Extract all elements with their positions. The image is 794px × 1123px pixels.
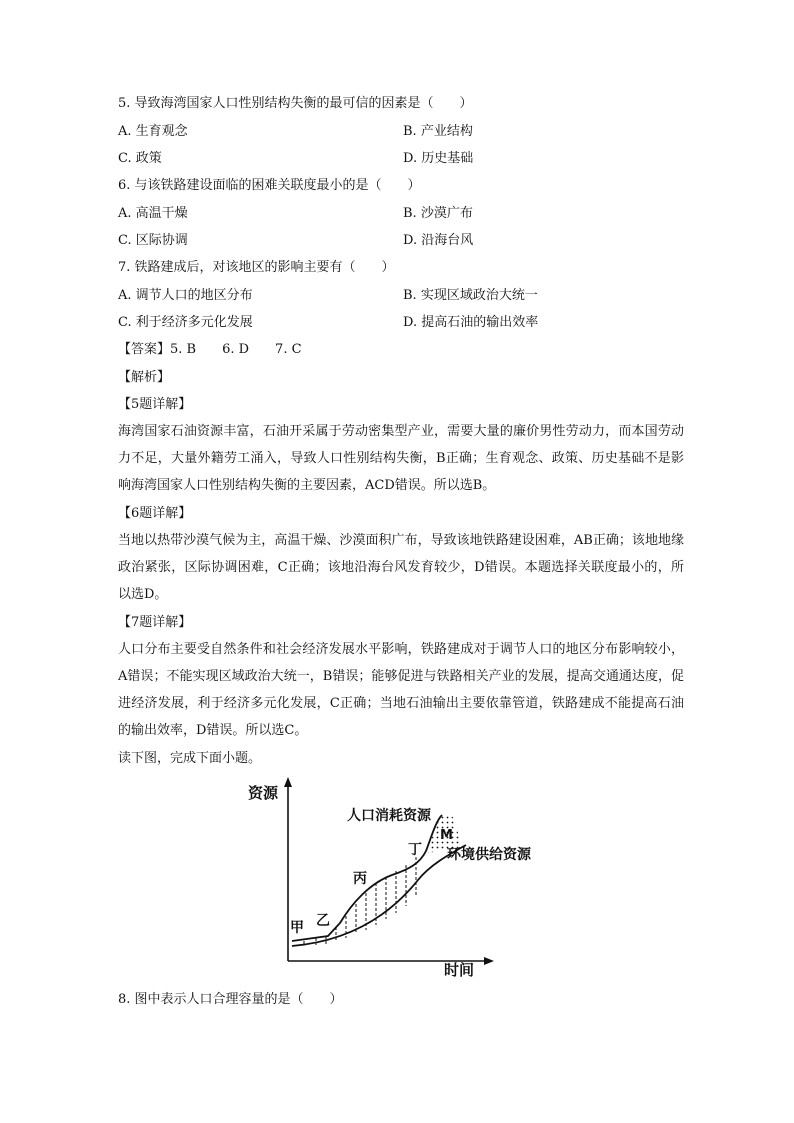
point-ding-label: 丁	[408, 842, 422, 858]
explain-5-text: 海湾国家石油资源丰富，石油开采属于劳动密集型产业，需要大量的廉价男性劳动力，而本国劳动力不足，大量外籍劳工涌入，导致人口性别结构失衡，B正确；生育观念、政策、历史基础不是影响海湾国家人口性别结构失衡的主要因素，ACD错误。所以选B。	[118, 424, 684, 493]
explain-5-heading: 【5题详解】	[118, 397, 192, 412]
point-bing-label: 丙	[353, 871, 367, 887]
supply-curve-label: 环境供给资源	[447, 847, 531, 863]
figure-intro: 读下图，完成下面小题。	[118, 751, 262, 766]
question-5-stem: 5. 导致海湾国家人口性别结构失衡的最可信的因素是（ ）	[118, 96, 473, 111]
question-6-stem: 6. 与该铁路建设面临的困难关联度最小的是（ ）	[118, 178, 421, 193]
q5-option-b: B. 产业结构	[403, 124, 473, 139]
q6-option-c: C. 区际协调	[118, 233, 188, 248]
resource-population-figure	[240, 775, 560, 980]
q7-option-a: A. 调节人口的地区分布	[118, 288, 253, 303]
q5-option-a: A. 生育观念	[118, 124, 188, 139]
consume-curve-label: 人口消耗资源	[347, 808, 431, 824]
q6-option-a: A. 高温干燥	[118, 206, 188, 221]
y-axis-label: 资源	[248, 784, 279, 802]
explain-7-heading: 【7题详解】	[118, 615, 192, 630]
explain-6-text: 当地以热带沙漠气候为主，高温干燥、沙漠面积广布，导致该地铁路建设困难，AB正确；该地地缘政治紧张，区际协调困难，C正确；该地沿海台风发育较少，D错误。本题选择关联度最小的，所以选D。	[118, 533, 684, 602]
q6-option-d: D. 沿海台风	[403, 233, 474, 248]
question-8-stem: 8. 图中表示人口合理容量的是（ ）	[118, 992, 343, 1007]
analysis-heading: 【解析】	[118, 370, 171, 385]
q5-option-c: C. 政策	[118, 151, 162, 166]
region-m-label: M	[440, 828, 453, 843]
answer-line: 【答案】5. B 6. D 7. C	[118, 342, 302, 357]
q7-option-b: B. 实现区域政治大统一	[403, 288, 538, 303]
supply-curve	[292, 845, 466, 946]
explain-7-text: 人口分布主要受自然条件和社会经济发展水平影响，铁路建成对于调节人口的地区分布影响较小，A错误；不能实现区域政治大统一，B错误；能够促进与铁路相关产业的发展，提高交通通达度，促进经济发展，利于经济多元化发展，C正确；当地石油输出主要依靠管道，铁路建成不能提高石油的输出效率，D错误。所以选C。	[118, 642, 684, 738]
explain-6-heading: 【6题详解】	[118, 506, 192, 521]
q6-option-b: B. 沙漠广布	[403, 206, 473, 221]
q7-option-c: C. 利于经济多元化发展	[118, 315, 253, 330]
x-axis-label: 时间	[444, 961, 475, 979]
y-axis-arrow-icon	[284, 777, 292, 787]
q5-option-d: D. 历史基础	[403, 151, 474, 166]
point-jia-label: 甲	[290, 920, 304, 936]
question-7-stem: 7. 铁路建成后，对该地区的影响主要有（ ）	[118, 260, 395, 275]
x-axis-arrow-icon	[484, 957, 494, 965]
q7-option-d: D. 提高石油的输出效率	[403, 315, 539, 330]
point-yi-label: 乙	[316, 913, 330, 929]
